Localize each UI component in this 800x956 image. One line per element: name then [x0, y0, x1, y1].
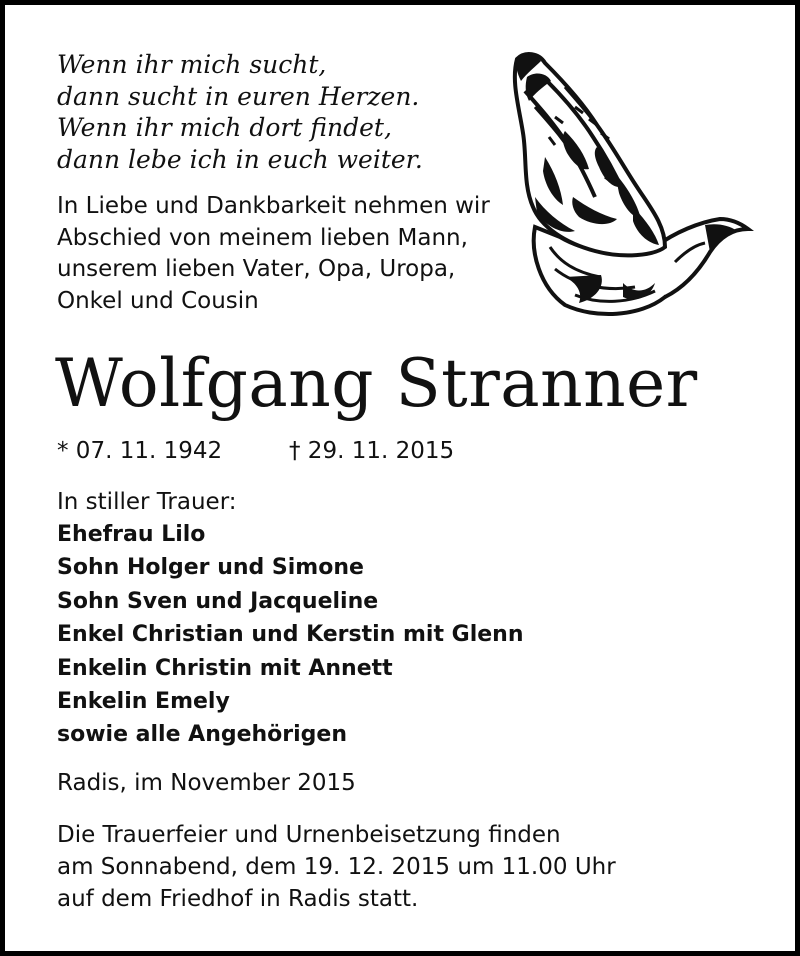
list-item: sowie alle Angehörigen: [57, 722, 348, 748]
list-item: Ehefrau Lilo: [57, 522, 206, 547]
deceased-name: Wolfgang Stranner: [55, 345, 698, 422]
praying-hands-icon: [505, 47, 755, 322]
poem-line: Wenn ihr mich dort findet,: [57, 113, 392, 142]
poem-line: Wenn ihr mich sucht,: [57, 50, 327, 79]
list-item: Sohn Holger und Simone: [57, 555, 364, 581]
intro-line: In Liebe und Dankbarkeit nehmen wir: [57, 193, 490, 219]
mourners-list: [57, 518, 524, 752]
funeral-line: Die Trauerfeier und Urnenbeisetzung finden: [57, 822, 561, 848]
list-item: Enkelin Emely: [57, 689, 230, 715]
poem-line: dann sucht in euren Herzen.: [57, 81, 420, 111]
poem-line: dann lebe ich in euch weiter.: [57, 144, 423, 174]
list-item: Enkel Christian und Kerstin mit Glenn: [57, 622, 524, 648]
list-item: Sohn Sven und Jacqueline: [57, 588, 379, 614]
intro-text: [57, 191, 490, 317]
mourners-label: In stiller Trauer:: [57, 489, 237, 515]
poem: [57, 49, 423, 175]
birth-date: * 07. 11. 1942: [57, 438, 223, 464]
death-date: † 29. 11. 2015: [289, 438, 455, 464]
life-dates: [57, 435, 455, 467]
funeral-line: am Sonnabend, dem 19. 12. 2015 um 11.00 Uhr: [57, 854, 616, 880]
intro-line: Onkel und Cousin: [57, 287, 259, 314]
funeral-info: [57, 819, 616, 915]
list-item: Enkelin Christin mit Annett: [57, 655, 393, 681]
place-date: Radis, im November 2015: [57, 770, 356, 796]
intro-line: unserem lieben Vater, Opa, Uropa,: [57, 256, 456, 282]
intro-line: Abschied von meinem lieben Mann,: [57, 224, 468, 251]
funeral-line: auf dem Friedhof in Radis statt.: [57, 886, 419, 912]
